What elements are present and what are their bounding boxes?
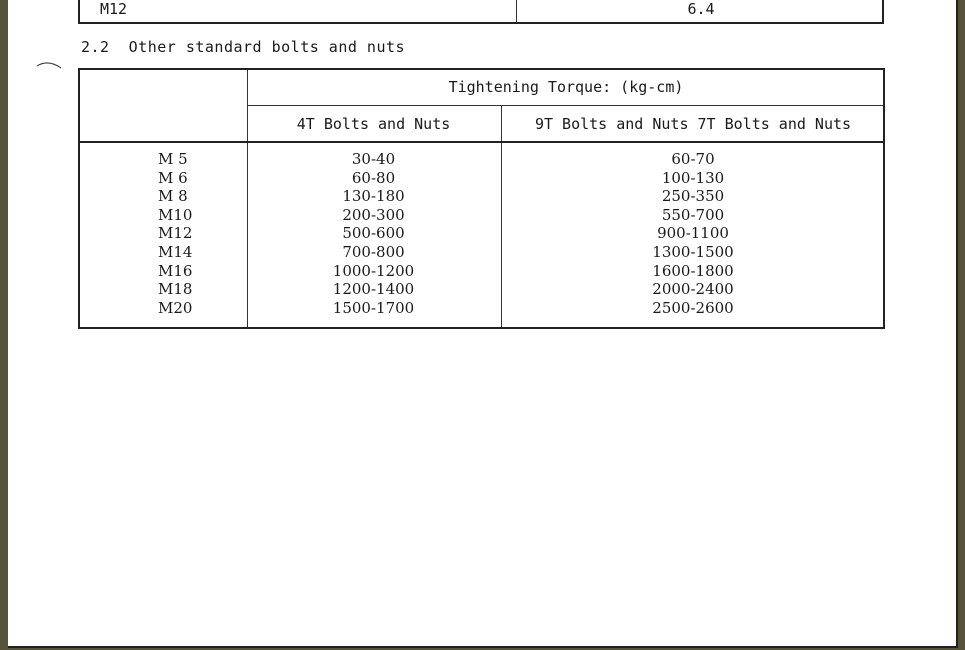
column-9t-7t-torque [501,150,885,317]
section-heading [81,38,405,56]
table-cell-9t: 60-70 [671,150,715,168]
table-cell-size: M 5 [158,150,188,168]
table-cell-4t: 1200-1400 [332,280,415,299]
table-cell-size: M18 [158,280,193,299]
table-cell-size: M 8 [158,187,188,206]
table-cell-4t: 1500-1700 [332,298,415,317]
table-header-9t-7t: 9T Bolts and Nuts 7T Bolts and Nuts [534,115,852,133]
table-cell-4t: 60-80 [351,168,396,187]
table-cell-size: M 6 [158,168,188,187]
previous-size-cell: M12 [100,0,128,18]
table-header-main: Tightening Torque: (kg-cm) [448,78,684,96]
previous-value-cell: 6.4 [687,0,715,18]
column-4t-torque [247,150,500,317]
table-cell-9t: 550-700 [661,205,725,224]
table-cell-9t: 1600-1800 [652,261,734,280]
table-cell-4t: 200-300 [342,205,405,224]
table-cell-4t: 700-800 [342,242,405,261]
section-title: Other standard bolts and nuts [128,38,406,56]
torque-table [78,68,885,329]
table-header-4t: 4T Bolts and Nuts [296,115,451,133]
table-hline-body [80,141,883,143]
page-frame-right [956,0,958,648]
previous-table-last-row [78,0,884,24]
document-page [8,0,958,648]
table-cell-size: M16 [158,261,193,280]
table-cell-9t: 100-130 [661,168,725,187]
margin-mark-icon [36,60,62,70]
table-cell-size: M14 [158,242,193,261]
column-bolt-size [80,150,247,317]
section-number: 2.2 [81,38,110,56]
table-cell-9t: 900-1100 [657,224,729,243]
page-frame-bottom [8,646,958,648]
table-hline-header [247,105,883,106]
table-cell-4t: 30-40 [351,150,396,168]
table-cell-size: M10 [158,205,193,224]
table-cell-4t: 130-180 [342,187,405,206]
table-cell-9t: 2000-2400 [652,280,734,299]
table-cell-4t: 500-600 [342,224,405,243]
table-cell-9t: 250-350 [661,187,725,206]
table-cell-size: M20 [158,298,193,317]
table-cell-9t: 1300-1500 [652,242,734,261]
table-cell-4t: 1000-1200 [332,261,415,280]
table-cell-9t: 2500-2600 [652,298,734,317]
table-cell-size: M12 [158,224,193,243]
